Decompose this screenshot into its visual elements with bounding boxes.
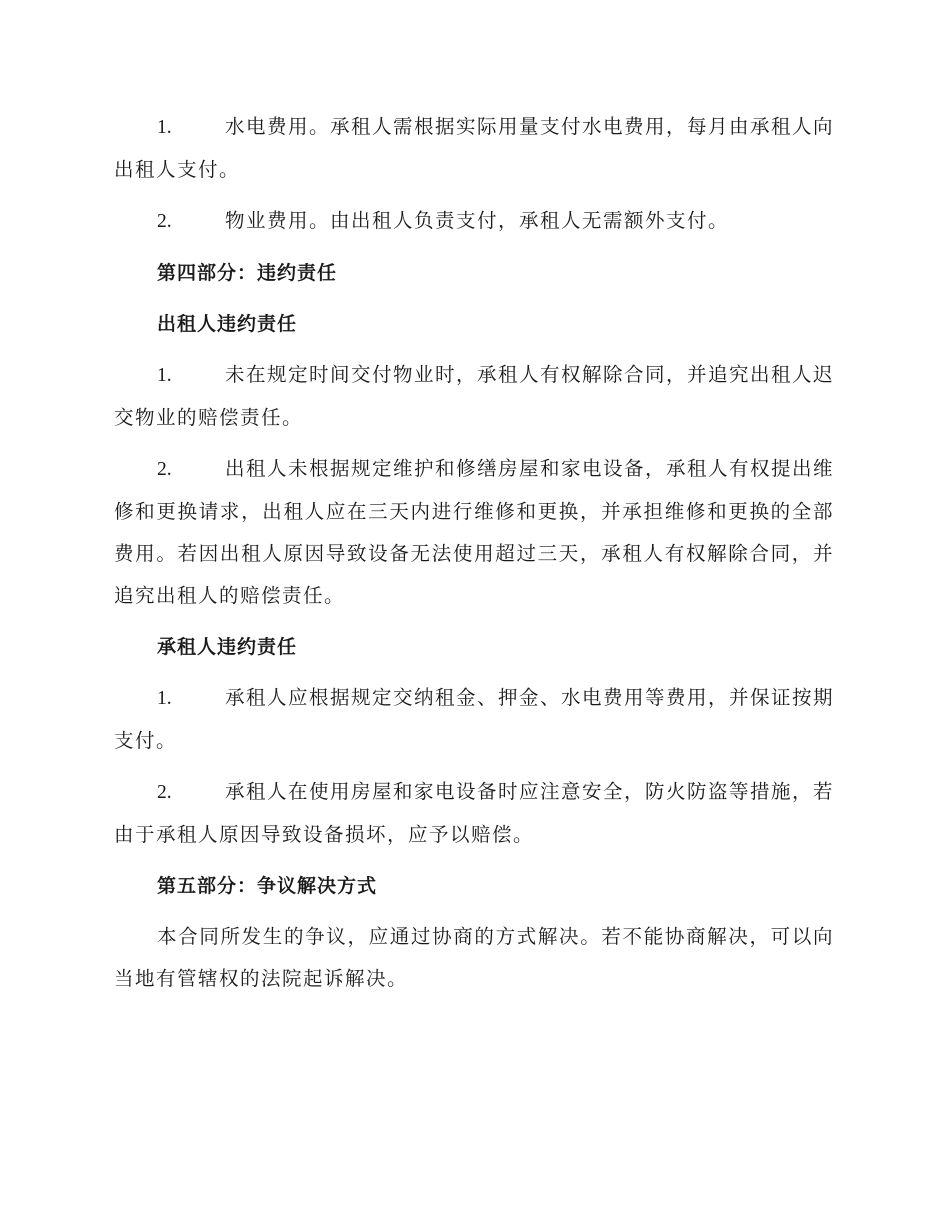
list-item-number: 2. [157, 459, 172, 480]
list-item-number: 1. [157, 365, 172, 386]
list-item-number: 2. [157, 211, 172, 232]
list-item-text: 出租人未根据规定维护和修缮房屋和家电设备，承租人有权提出维修和更换请求，出租人应在三天内进行维修和更换，并承担维修和更换的全部费用。若因出租人原因导致设备无法使用超过三天，承租人有权解除合同，并追究出租人的赔偿责任。 [114, 457, 835, 607]
list-item-number: 1. [157, 688, 172, 709]
subsection-heading: 承租人违约责任 [157, 636, 298, 658]
subsection-heading: 出租人违约责任 [157, 313, 298, 335]
section-heading: 第五部分：争议解决方式 [157, 875, 378, 897]
paragraph: 本合同所发生的争议，应通过协商的方式解决。若不能协商解决，可以向当地有管辖权的法院起诉解决。 [114, 925, 834, 990]
list-item-text: 承租人在使用房屋和家电设备时应注意安全，防火防盗等措施，若由于承租人原因导致设备损坏，应予以赔偿。 [114, 780, 835, 846]
list-item-text: 未在规定时间交付物业时，承租人有权解除合同，并追究出租人迟交物业的赔偿责任。 [114, 363, 835, 429]
list-item [114, 677, 834, 762]
list-item [114, 354, 834, 439]
document-body [114, 106, 834, 1000]
list-item-text: 承租人应根据规定交纳租金、押金、水电费用等费用，并保证按期支付。 [114, 686, 835, 752]
list-item-number: 1. [157, 117, 172, 138]
list-item [114, 448, 834, 617]
list-item [114, 771, 834, 856]
list-item [114, 200, 834, 243]
list-item-text: 物业费用。由出租人负责支付，承租人无需额外支付。 [225, 209, 730, 232]
list-item-text: 水电费用。承租人需根据实际用量支付水电费用，每月由承租人向出租人支付。 [114, 115, 835, 181]
list-item-number: 2. [157, 782, 172, 803]
section-heading: 第四部分：违约责任 [157, 262, 338, 284]
list-item [114, 106, 834, 191]
